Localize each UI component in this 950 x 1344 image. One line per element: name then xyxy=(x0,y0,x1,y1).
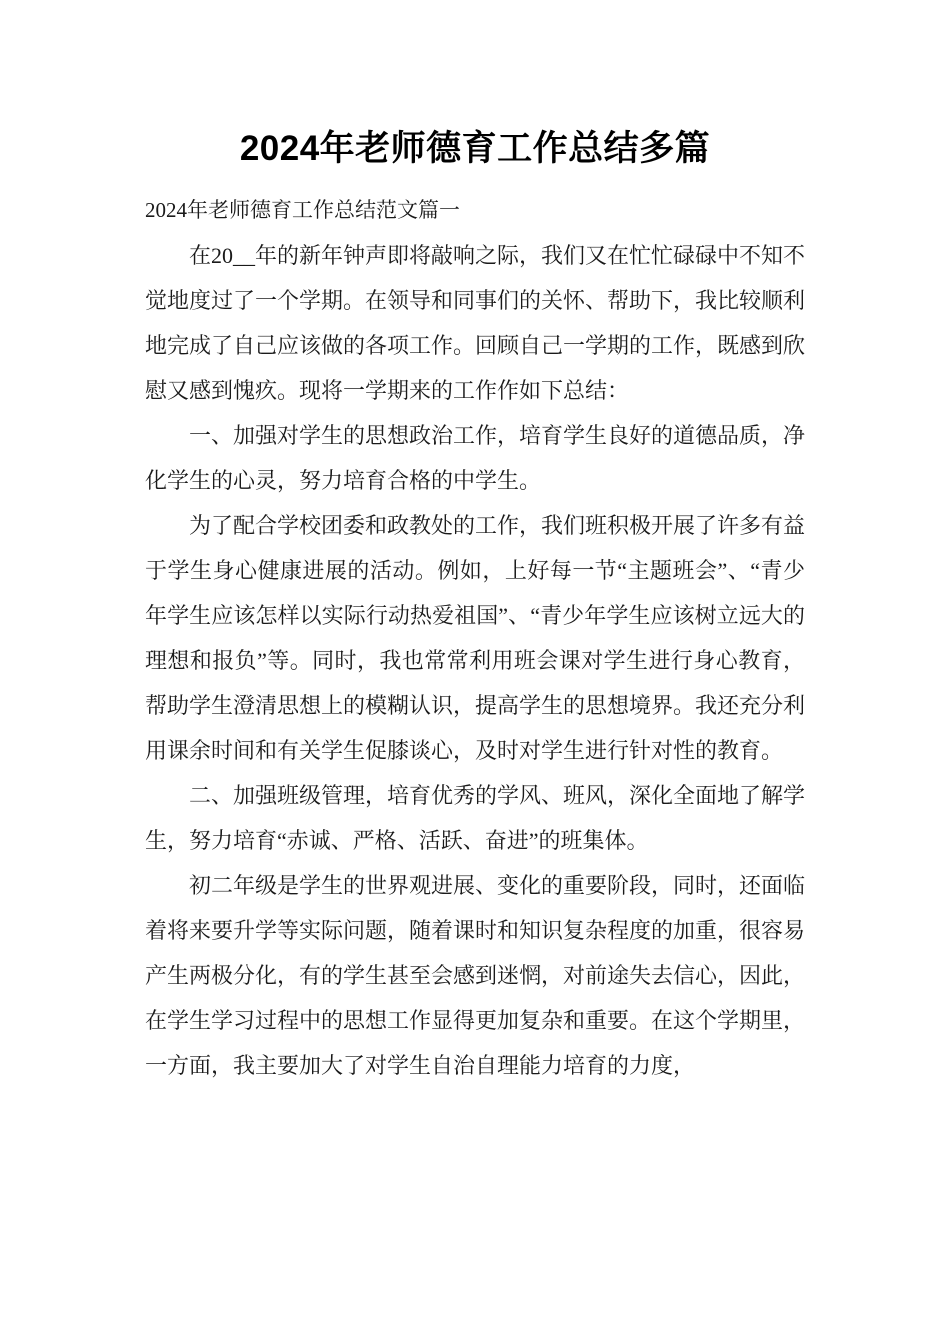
body-paragraph: 为了配合学校团委和政教处的工作，我们班积极开展了许多有益于学生身心健康进展的活动。例如，上好每一节“主题班会”、“青少年学生应该怎样以实际行动热爱祖国”、“青少年学生应该树立远大的理想和报负”等。同时，我也常常利用班会课对学生进行身心教育，帮助学生澄清思想上的模糊认识，提高学生的思想境界。我还充分利用课余时间和有关学生促膝谈心，及时对学生进行针对性的教育。 xyxy=(145,513,806,763)
body-paragraph: 在20__年的新年钟声即将敲响之际，我们又在忙忙碌碌中不知不觉地度过了一个学期。在领导和同事们的关怀、帮助下，我比较顺利地完成了自己应该做的各项工作。回顾自己一学期的工作，既感到欣慰又感到愧疚。现将一学期来的工作作如下总结： xyxy=(145,243,806,403)
document-content xyxy=(145,0,805,1088)
document-subtitle: 2024年老师德育工作总结范文篇一 xyxy=(145,198,460,222)
body-paragraph: 二、加强班级管理，培育优秀的学风、班风，深化全面地了解学生，努力培育“赤诚、严格、活跃、奋进”的班集体。 xyxy=(145,783,806,853)
body-paragraph: 初二年级是学生的世界观进展、变化的重要阶段，同时，还面临着将来要升学等实际问题，随着课时和知识复杂程度的加重，很容易产生两极分化，有的学生甚至会感到迷惘，对前途失去信心，因此，在学生学习过程中的思想工作显得更加复杂和重要。在这个学期里，一方面，我主要加大了对学生自治自理能力培育的力度， xyxy=(145,873,806,1078)
body-paragraph: 一、加强对学生的思想政治工作，培育学生良好的道德品质，净化学生的心灵，努力培育合格的中学生。 xyxy=(145,423,806,493)
page-title: 2024年老师德育工作总结多篇 xyxy=(239,129,711,168)
